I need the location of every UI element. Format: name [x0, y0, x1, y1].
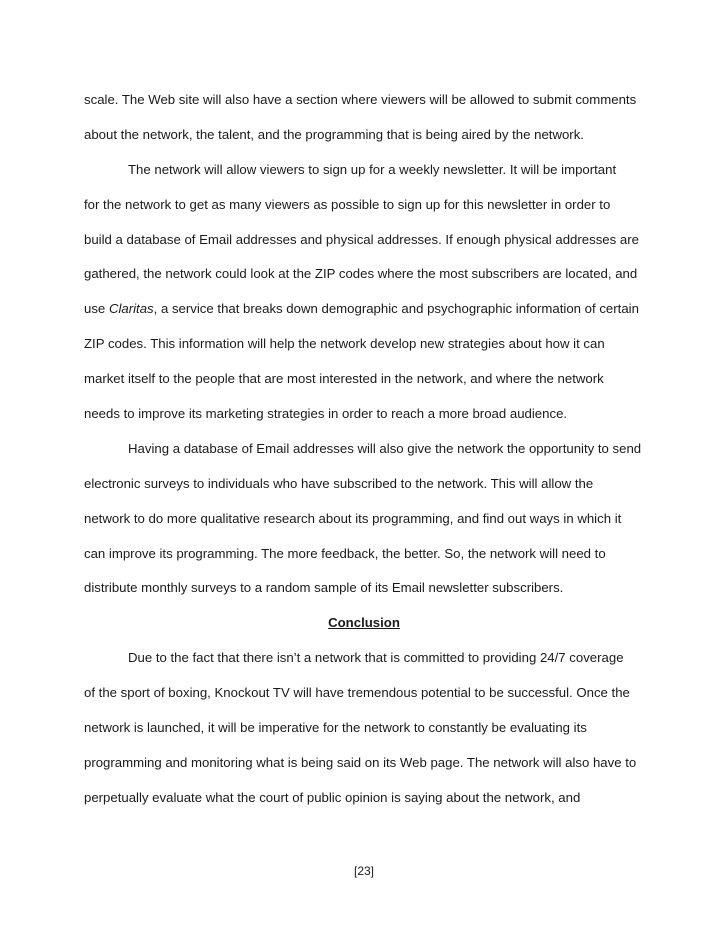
- text-segment: use: [84, 301, 109, 317]
- body-text: [84, 83, 644, 816]
- text-segment: , a service that breaks down demographic and psychographic information of certain: [153, 301, 639, 317]
- text-line: ZIP codes. This information will help the network develop new strategies about how it can: [84, 336, 605, 352]
- text-line: [84, 292, 644, 327]
- text-line: distribute monthly surveys to a random sample of its Email newsletter subscribers.: [84, 580, 564, 596]
- text-line: electronic surveys to individuals who have subscribed to the network. This will allow the: [84, 475, 594, 491]
- text-line: network to do more qualitative research about its programming, and find out ways in which it: [84, 510, 622, 526]
- claritas-emphasis: Claritas: [108, 301, 154, 317]
- text-line: needs to improve its marketing strategies in order to reach a more broad audience.: [84, 406, 568, 422]
- text-line: of the sport of boxing, Knockout TV will have tremendous potential to be successful. Once the: [84, 685, 630, 701]
- paragraph-start-line: Having a database of Email addresses will also give the network the opportunity to send: [128, 440, 642, 456]
- text-line: scale. The Web site will also have a section where viewers will be allowed to submit comments: [84, 92, 637, 107]
- text-line: for the network to get as many viewers as possible to sign up for this newsletter in order to: [84, 196, 611, 212]
- paragraph-start-line: The network will allow viewers to sign up for a weekly newsletter. It will be important: [128, 161, 617, 177]
- text-line: market itself to the people that are most interested in the network, and where the network: [84, 371, 604, 387]
- paragraph-start-line: Due to the fact that there isn’t a network that is committed to providing 24/7 coverage: [128, 650, 624, 666]
- section-heading: Conclusion: [328, 615, 400, 631]
- text-line: build a database of Email addresses and physical addresses. If enough physical addresses are: [84, 231, 639, 247]
- text-line: can improve its programming. The more feedback, the better. So, the network will need to: [84, 545, 606, 561]
- text-line: network is launched, it will be imperative for the network to constantly be evaluating its: [84, 720, 587, 736]
- text-line: programming and monitoring what is being said on its Web page. The network will also have to: [84, 754, 637, 770]
- text-line: gathered, the network could look at the ZIP codes where the most subscribers are located, and: [84, 266, 638, 282]
- text-line: perpetually evaluate what the court of public opinion is saying about the network, and: [84, 789, 581, 805]
- page-number: [23]: [353, 864, 374, 878]
- text-line: about the network, the talent, and the programming that is being aired by the network.: [84, 126, 584, 142]
